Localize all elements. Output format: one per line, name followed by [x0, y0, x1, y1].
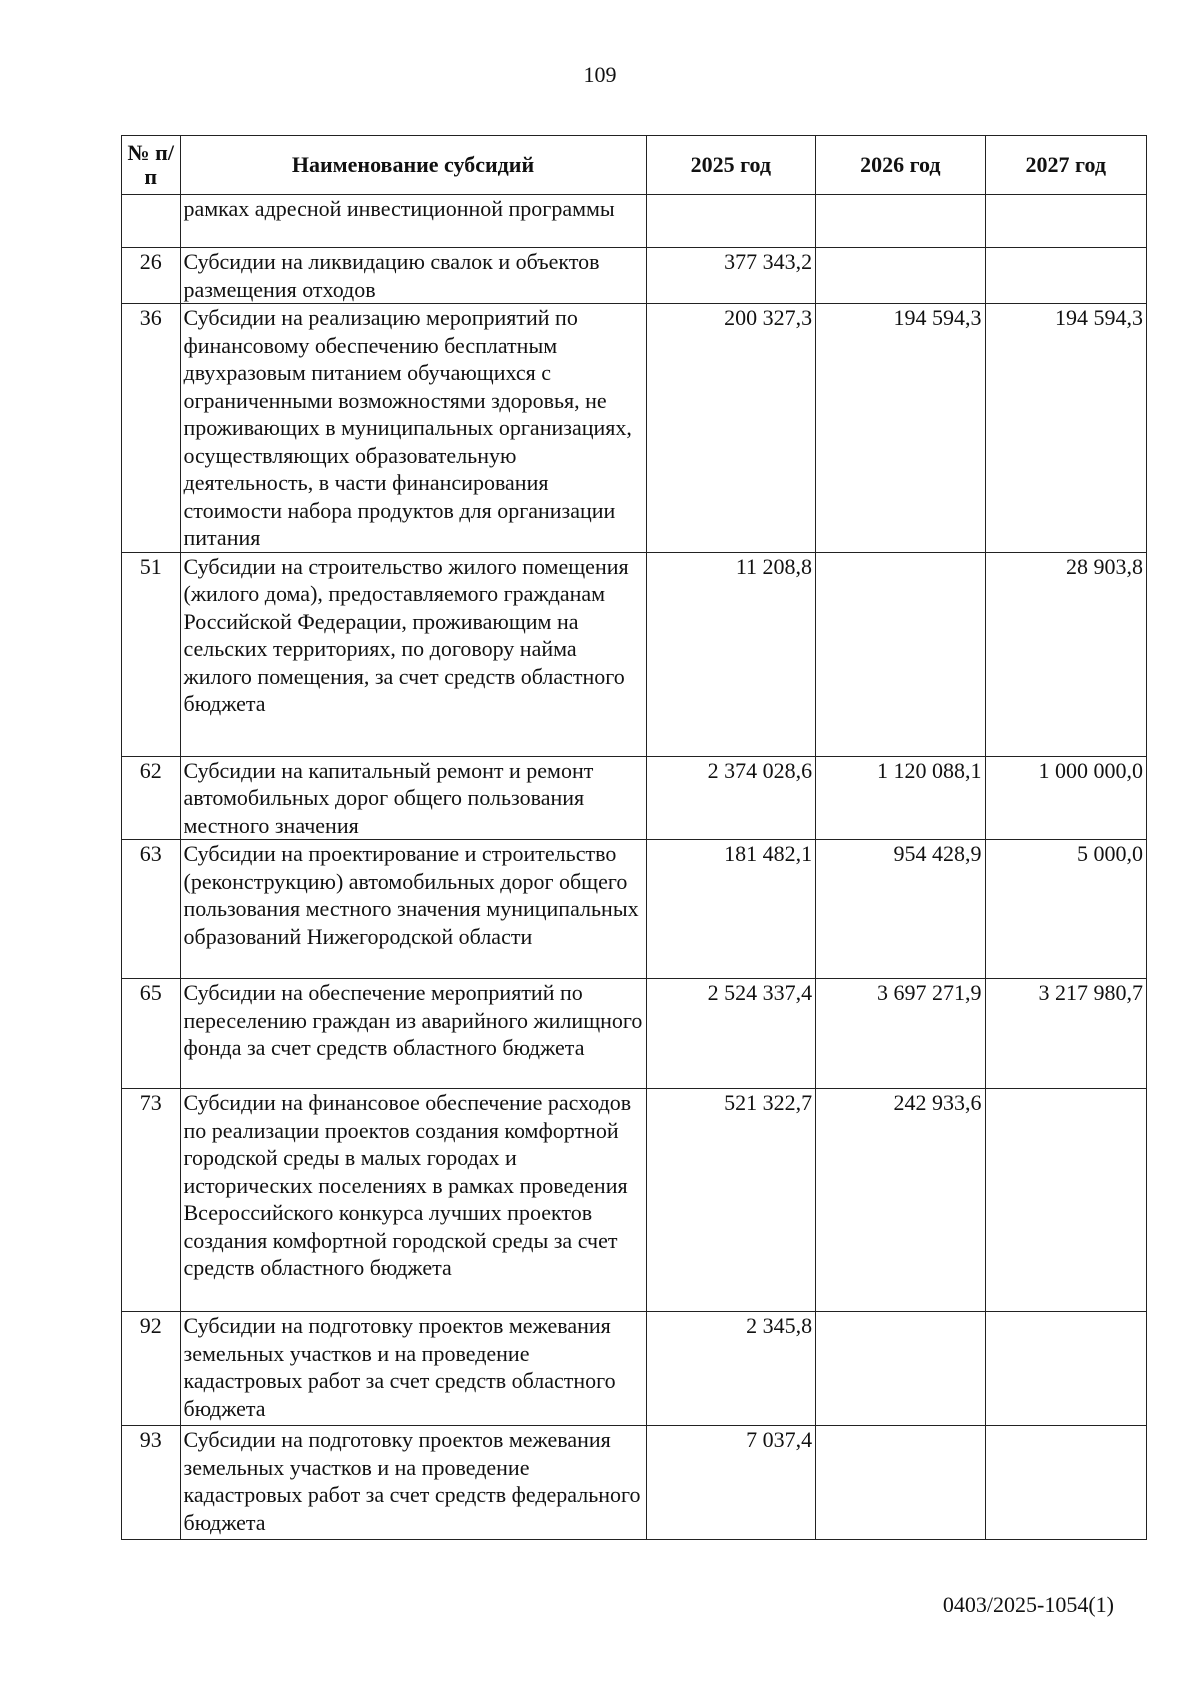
table-row	[122, 248, 1147, 304]
header-num: № п/п	[122, 136, 181, 195]
row-2026: 954 428,9	[816, 840, 985, 979]
row-2025: 200 327,3	[646, 304, 815, 553]
row-name: Субсидии на финансовое обеспечение расходов по реализации проектов создания комфортной городской среды в малых городах и исторических поселениях в рамках проведения Всероссийского конкурса лучших проектов создания комфортной городской среды за счет средств областного бюджета	[180, 1089, 646, 1312]
header-2027: 2027 год	[985, 136, 1146, 195]
row-2027: 5 000,0	[985, 840, 1146, 979]
row-2027	[985, 1426, 1146, 1540]
row-2025: 11 208,8	[646, 552, 815, 756]
row-2027	[985, 1312, 1146, 1426]
row-name: Субсидии на подготовку проектов межевания земельных участков и на проведение кадастровых работ за счет средств областного бюджета	[180, 1312, 646, 1426]
table-row	[122, 195, 1147, 248]
header-name: Наименование субсидий	[180, 136, 646, 195]
row-2027: 3 217 980,7	[985, 979, 1146, 1089]
row-2026	[816, 1426, 985, 1540]
table-row	[122, 304, 1147, 553]
row-name: Субсидии на подготовку проектов межевания земельных участков и на проведение кадастровых работ за счет средств федерального бюджета	[180, 1426, 646, 1540]
header-2026: 2026 год	[816, 136, 985, 195]
row-2026	[816, 1312, 985, 1426]
row-num: 62	[122, 756, 181, 840]
row-2025: 2 345,8	[646, 1312, 815, 1426]
table-row	[122, 552, 1147, 756]
table-row	[122, 979, 1147, 1089]
row-num: 51	[122, 552, 181, 756]
row-2025: 7 037,4	[646, 1426, 815, 1540]
table-row	[122, 756, 1147, 840]
row-name: рамках адресной инвестиционной программы	[180, 195, 646, 248]
row-2025: 521 322,7	[646, 1089, 815, 1312]
row-2025: 2 374 028,6	[646, 756, 815, 840]
row-name: Субсидии на обеспечение мероприятий по переселению граждан из аварийного жилищного фонда за счет средств областного бюджета	[180, 979, 646, 1089]
row-2025: 377 343,2	[646, 248, 815, 304]
row-2026: 1 120 088,1	[816, 756, 985, 840]
subsidies-table	[121, 135, 1147, 1540]
row-2027: 194 594,3	[985, 304, 1146, 553]
row-name: Субсидии на проектирование и строительство (реконструкцию) автомобильных дорог общего пользования местного значения муниципальных образований Нижегородской области	[180, 840, 646, 979]
table-row	[122, 1089, 1147, 1312]
row-2026	[816, 248, 985, 304]
row-2027	[985, 248, 1146, 304]
row-name: Субсидии на капитальный ремонт и ремонт автомобильных дорог общего пользования местного значения	[180, 756, 646, 840]
row-2026	[816, 195, 985, 248]
page-number: 109	[583, 62, 617, 87]
row-2026: 194 594,3	[816, 304, 985, 553]
row-num: 92	[122, 1312, 181, 1426]
row-2025: 2 524 337,4	[646, 979, 815, 1089]
row-num: 65	[122, 979, 181, 1089]
row-2027	[985, 195, 1146, 248]
table-row	[122, 1312, 1147, 1426]
row-2026: 3 697 271,9	[816, 979, 985, 1089]
row-num: 63	[122, 840, 181, 979]
row-num: 93	[122, 1426, 181, 1540]
row-name: Субсидии на ликвидацию свалок и объектов размещения отходов	[180, 248, 646, 304]
row-2025: 181 482,1	[646, 840, 815, 979]
table-row	[122, 840, 1147, 979]
table-header-row	[122, 136, 1147, 195]
document-code: 0403/2025-1054(1)	[942, 1592, 1114, 1617]
row-2027: 28 903,8	[985, 552, 1146, 756]
row-2026	[816, 552, 985, 756]
row-name: Субсидии на строительство жилого помещения (жилого дома), предоставляемого гражданам Российской Федерации, проживающим на сельских территориях, по договору найма жилого помещения, за счет средств областного бюджета	[180, 552, 646, 756]
row-num: 36	[122, 304, 181, 553]
row-num	[122, 195, 181, 248]
row-name: Субсидии на реализацию мероприятий по финансовому обеспечению бесплатным двухразовым питанием обучающихся с ограниченными возможностями здоровья, не проживающих в муниципальных организациях, осуществляющих образовательную деятельность, в части финансирования стоимости набора продуктов для организации питания	[180, 304, 646, 553]
row-num: 26	[122, 248, 181, 304]
header-2025: 2025 год	[646, 136, 815, 195]
row-2027	[985, 1089, 1146, 1312]
row-2025	[646, 195, 815, 248]
row-2026: 242 933,6	[816, 1089, 985, 1312]
row-2027: 1 000 000,0	[985, 756, 1146, 840]
table-row	[122, 1426, 1147, 1540]
row-num: 73	[122, 1089, 181, 1312]
